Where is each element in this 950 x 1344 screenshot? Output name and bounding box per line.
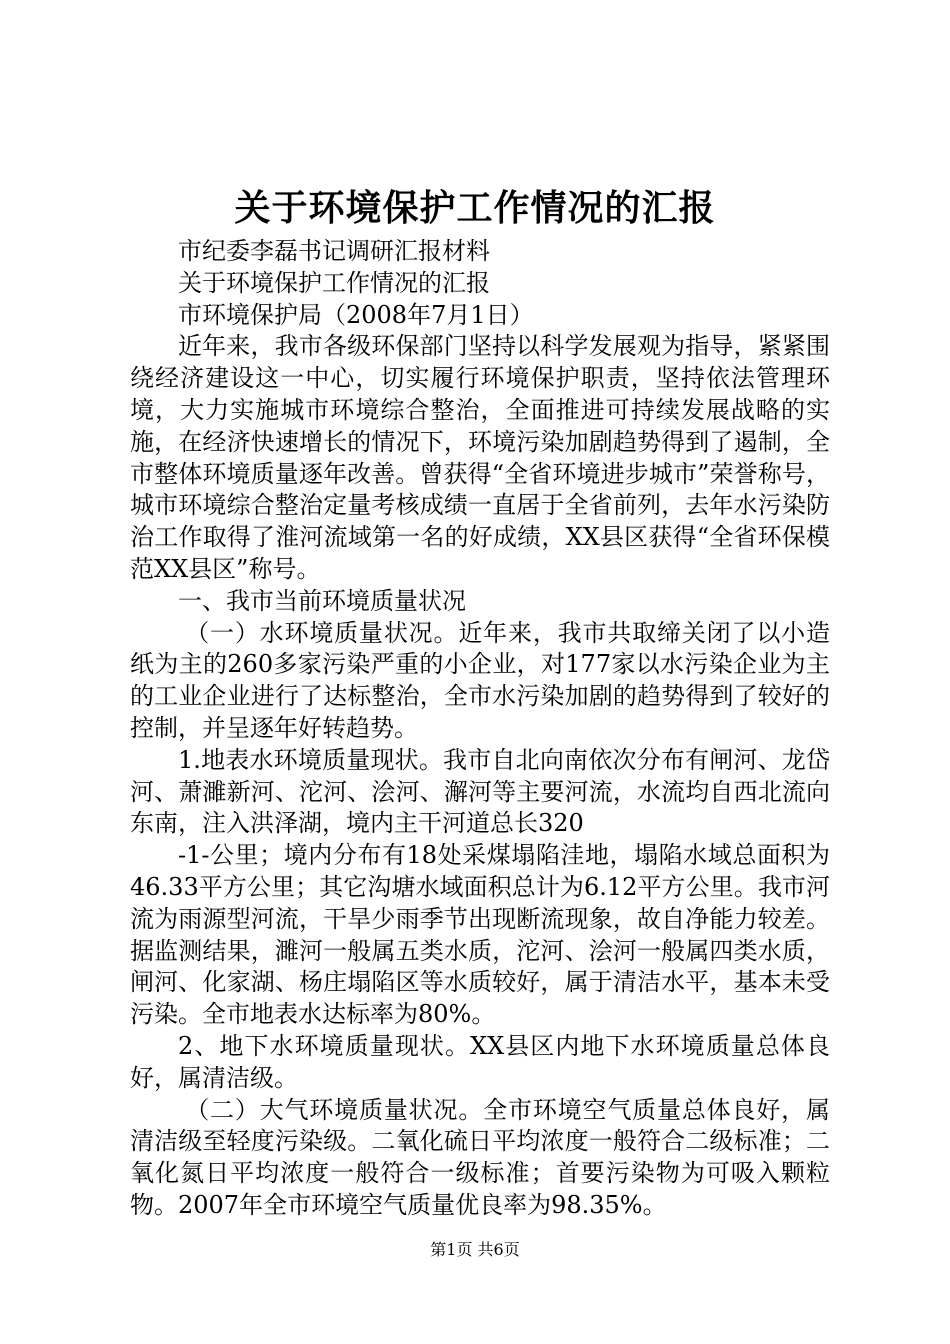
paragraph-report-subtitle: 关于环境保护工作情况的汇报 bbox=[178, 268, 490, 297]
paragraph-surface-water-continued: -1-公里；境内分布有18处采煤塌陷洼地，塌陷水域总面积为46.33平方公里；其它沟塘水域面积总计为6.12平方公里。我市河流为雨源型河流，干旱少雨季节出现断流现象，故自净能力较差。据监测结果，濉河一般属五类水质，沱河、浍河一般属四类水质，闸河、化家湖、杨庄塌陷区等水质较好，属于清洁水平，基本未受污染。全市地表水达标率为80%。 bbox=[130, 841, 830, 1029]
paragraph-water-quality: （一）水环境质量状况。近年来，我市共取缔关闭了以小造纸为主的260多家污染严重的小企业，对177家以水污染企业为主的工业企业进行了达标整治，全市水污染加剧的趋势得到了较好的控制，并呈逐年好转趋势。 bbox=[130, 618, 830, 742]
document-body bbox=[130, 236, 830, 1222]
paragraph-issuer-date: 市环境保护局（2008年7月1日） bbox=[178, 300, 534, 329]
page-number-footer: 第1页 共6页 bbox=[430, 1240, 520, 1259]
paragraph-air-quality: （二）大气环境质量状况。全市环境空气质量总体良好，属清洁级至轻度污染级。二氧化硫日平均浓度一般符合二级标准；二氧化氮日平均浓度一般符合一级标准；首要污染物为可吸入颗粒物。2007年全市环境空气质量优良率为98.35%。 bbox=[130, 1095, 830, 1219]
paragraph-groundwater: 2、地下水环境质量现状。XX县区内地下水环境质量总体良好，属清洁级。 bbox=[130, 1031, 830, 1092]
section-heading-environment-status: 一、我市当前环境质量状况 bbox=[178, 586, 466, 615]
document-title: 关于环境保护工作情况的汇报 bbox=[234, 187, 716, 229]
paragraph-introduction: 近年来，我市各级环保部门坚持以科学发展观为指导，紧紧围绕经济建设这一中心，切实履行环境保护职责，坚持依法管理环境，大力实施城市环境综合整治，全面推进可持续发展战略的实施，在经济快速增长的情况下，环境污染加剧趋势得到了遏制，全市整体环境质量逐年改善。曾获得“全省环境进步城市”荣誉称号，城市环境综合整治定量考核成绩一直居于全省前列，去年水污染防治工作取得了淮河流域第一名的好成绩，XX县区获得“全省环保模范XX县区”称号。 bbox=[130, 332, 830, 583]
paragraph-surface-water: 1.地表水环境质量现状。我市自北向南依次分布有闸河、龙岱河、萧濉新河、沱河、浍河、澥河等主要河流，水流均自西北流向东南，注入洪泽湖，境内主干河道总长320 bbox=[130, 745, 830, 838]
paragraph-report-material: 市纪委李磊书记调研汇报材料 bbox=[178, 237, 490, 265]
